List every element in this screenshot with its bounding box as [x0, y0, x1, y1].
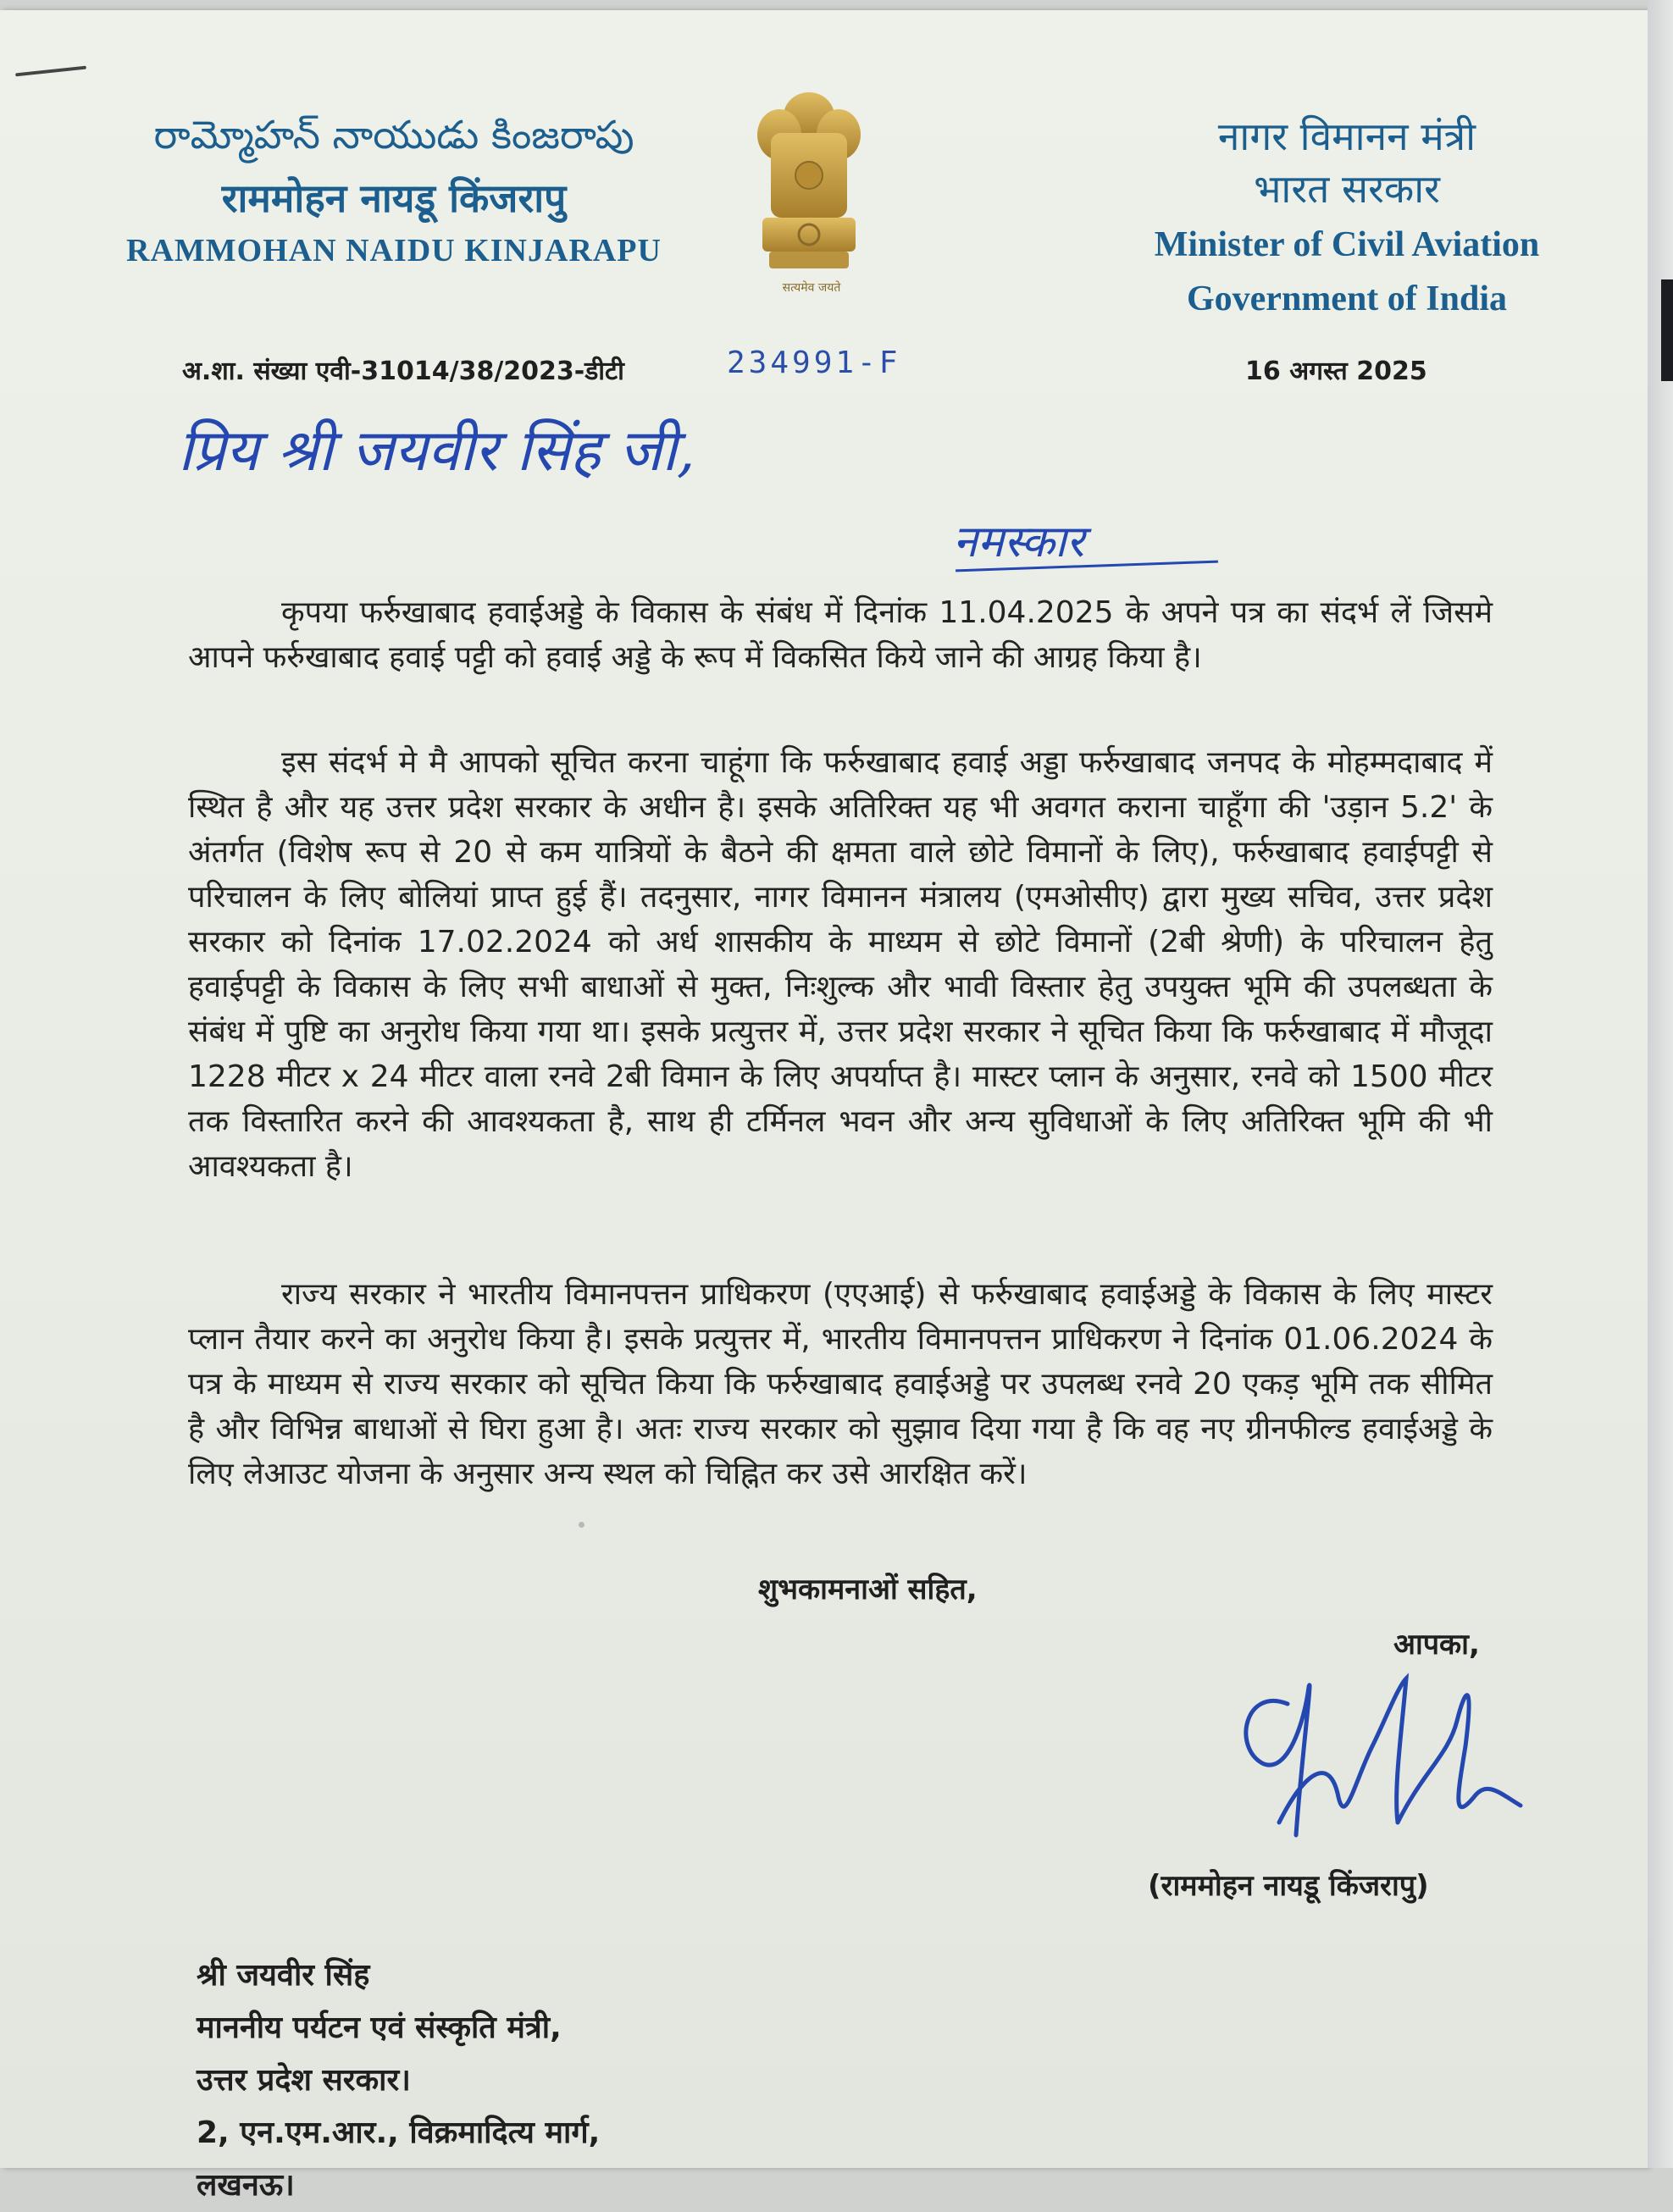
salutation: प्रिय श्री जयवीर सिंह जी, — [178, 418, 695, 484]
letterhead-name-block — [80, 112, 707, 269]
signatory-name: (राममोहन नायडू किंजरापु) — [1148, 1869, 1429, 1903]
name-english: RAMMOHAN NAIDU KINJARAPU — [126, 233, 662, 268]
body-paragraph-2 — [188, 740, 1493, 1189]
title-english-2: Government of India — [1187, 279, 1507, 318]
body-paragraph-3 — [188, 1272, 1493, 1496]
addressee-block — [197, 1949, 600, 2212]
letter-date: 16 अगस्त 2025 — [1245, 357, 1427, 386]
addressee-line-2: माननीय पर्यटन एवं संस्कृति मंत्री, — [197, 2010, 562, 2045]
paragraph-1-text: कृपया फर्रुखाबाद हवाईअड्डे के विकास के संबंध में दिनांक 11.04.2025 के अपने पत्र का संदर्भ लें जिसमे आपने फर्रुखाबाद हवाई पट्टी को हवाई अड्डे के रूप में विकसित किये जाने की आग्रह किया है। — [188, 595, 1493, 675]
title-english-1: Minister of Civil Aviation — [1154, 225, 1540, 264]
name-telugu: రామ్మోహన్ నాయుడు కింజరాపు — [153, 112, 634, 158]
paragraph-3-text: राज्य सरकार ने भारतीय विमानपत्तन प्राधिकरण (एएआई) से फर्रुखाबाद हवाईअड्डे के विकास के लिए मास्टर प्लान तैयार करने का अनुरोध किया है। इसके प्रत्युत्तर में, भारतीय विमानपत्तन प्राधिकरण ने दिनांक 01.06.2024 के पत्र के माध्यम से राज्य सरकार को सूचित किया कि फर्रुखाबाद हवाईअड्डे पर उपलब्ध रनवे 20 एकड़ भूमि तक सीमित है और विभिन्न बाधाओं से घिरा हुआ है। अतः राज्य सरकार को सुझाव दिया गया है कि वह नए ग्रीनफील्ड हवाईअड्डे के लिए लेआउट योजना के अनुसार अन्य स्थल को चिह्नित कर उसे आरक्षित करें। — [188, 1277, 1493, 1491]
addressee-line-5: लखनऊ। — [197, 2168, 295, 2203]
namaskar: नमस्कार — [953, 517, 1084, 567]
letter-page — [0, 10, 1648, 2203]
paper-speck — [579, 1522, 584, 1528]
handwritten-signature — [1228, 1653, 1550, 1848]
addressee-line-3: उत्तर प्रदेश सरकार। — [197, 2063, 411, 2098]
name-hindi: राममोहन नायडू किंजरापु — [221, 175, 567, 221]
background-edge — [1648, 0, 1673, 2168]
letterhead-title-block — [1118, 110, 1576, 324]
closing-yours: आपका, — [1393, 1628, 1480, 1662]
national-emblem-icon — [745, 82, 873, 298]
paragraph-2-text: इस संदर्भ मे मै आपको सूचित करना चाहूंगा कि फर्रुखाबाद हवाई अड्डा फर्रुखाबाद जनपद के मोहम्मदाबाद में स्थित है और यह उत्तर प्रदेश सरकार के अधीन है। इसके अतिरिक्त यह भी अवगत कराना चाहूँगा की 'उड़ान 5.2' के अंतर्गत (विशेष रूप से 20 से कम यात्रियों के बैठने की क्षमता वाले छोटे विमानों के लिए), फर्रुखाबाद हवाईपट्टी से परिचालन के लिए बोलियां प्राप्त हुई हैं। तदनुसार, नागर विमानन मंत्रालय (एमओसीए) द्वारा मुख्य सचिव, उत्तर प्रदेश सरकार को दिनांक 17.02.2024 को अर्ध शासकीय के माध्यम से छोटे विमानों (2बी श्रेणी) के परिचालन हेतु हवाईपट्टी के विकास के लिए सभी बाधाओं से मुक्त, निःशुल्क और भावी विस्तार हेतु उपयुक्त भूमि की उपलब्धता के संबंध में पुष्टि का अनुरोध किया गया था। इसके प्रत्युत्तर में, उत्तर प्रदेश सरकार ने सूचित किया कि फर्रुखाबाद में मौजूदा 1228 मीटर x 24 मीटर वाला रनवे 2बी विमान के लिए अपर्याप्त है। मास्टर प्लान के अनुसार, रनवे को 1500 मीटर तक विस्तारित करने की आवश्यकता है, साथ ही टर्मिनल भवन और अन्य सुविधाओं के लिए अतिरिक्त भूमि की भी आवश्यकता है। — [188, 745, 1493, 1184]
closing-wishes: शुभकामनाओं सहित, — [758, 1573, 978, 1606]
addressee-line-4: 2, एन.एम.आर., विक्रमादित्य मार्ग, — [197, 2115, 601, 2150]
background-dark-object — [1661, 279, 1673, 381]
title-hindi-2: भारत सरकार — [1254, 166, 1440, 212]
addressee-line-1: श्री जयवीर सिंह — [197, 1958, 370, 1993]
body-paragraph-1 — [188, 590, 1493, 680]
reference-handwritten: 234991-F — [727, 346, 901, 380]
pen-mark — [15, 66, 86, 77]
title-hindi-1: नागर विमानन मंत्री — [1217, 113, 1476, 159]
reference-number: अ.शा. संख्या एवी-31014/38/2023-डीटी — [182, 357, 624, 386]
emblem-motto: सत्यमेव जयते — [782, 281, 841, 295]
